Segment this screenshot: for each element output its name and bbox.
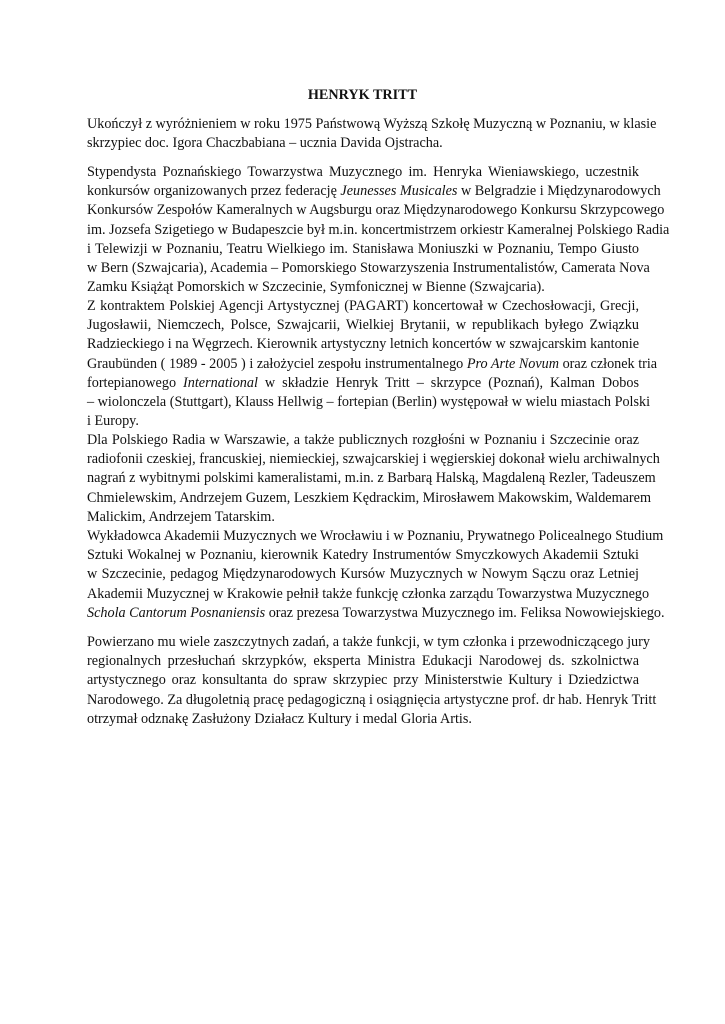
text-line: Radzieckiego i na Węgrzech. Kierownik artystyczny letnich koncertów w szwajcarskim kantonie [87,336,639,353]
text-line: Chmielewskim, Andrzejem Guzem, Leszkiem Kędrackim, Mirosławem Makowskim, Waldemarem [87,489,651,506]
document-title: HENRYK TRITT [307,87,418,103]
text-line: Ukończył z wyróżnieniem w roku 1975 Państwową Wyższą Szkołę Muzyczną w Poznaniu, w klasie [87,116,657,132]
text-line: Malickim, Andrzejem Tatarskim. [87,508,275,525]
text-line: w Szczecinie, pedagog Międzynarodowych Kursów Muzycznych w Nowym Sączu oraz Letniej [87,566,639,583]
paragraph-education [87,115,657,153]
italic-title: Schola Cantorum Posnaniensis [87,604,266,621]
text-line: w Bern (Szwajcaria), Academia – Pomorskiego Stowarzyszenia Instrumentalistów, Camerata Nova [87,260,650,277]
text-line: Powierzano mu wiele zaszczytnych zadań, a także funkcji, w tym członka i przewodniczącego jury [87,634,650,650]
text-line: i Telewizji w Poznaniu, Teatru Wielkiego im. Stanisława Moniuszki w Poznaniu, Tempo Giusto [87,240,639,257]
text-line: regionalnych przesłuchań skrzypków, eksperta Ministra Edukacji Narodowej ds. szkolnictwa [87,653,639,670]
paragraph-recordings [87,431,660,527]
text-line: i Europy. [87,413,139,430]
text-line: Graubünden ( 1989 - 2005 ) i założyciel zespołu instrumentalnego Pro Arte Novum oraz członek tria [87,355,658,372]
text-line: Zamku Książąt Pomorskich w Szczecinie, Symfonicznej w Bienne (Szwajcaria). [87,279,545,296]
text-line: Akademii Muzycznej w Krakowie pełnił także funkcję członka zarządu Towarzystwa Muzycznego [87,585,650,602]
text-line: Wykładowca Akademii Muzycznych we Wrocławiu i w Poznaniu, Prywatnego Policealnego Studium [87,528,664,544]
text-line: fortepianowego International w składzie Henryk Tritt – skrzypce (Poznań), Kalman Dobos [87,374,639,391]
paragraph-scholarship [87,163,670,297]
paragraph-teaching [87,527,665,623]
text-line: im. Jozsefa Szigetiego w Budapeszcie był m.in. koncertmistrzem orkiestr Kameralnej Polskiego Radia [87,221,670,238]
italic-title: International [183,374,258,391]
text-line: Sztuki Wokalnej w Poznaniu, kierownik Katedry Instrumentów Smyczkowych Akademii Sztuki [87,547,639,564]
text-line: otrzymał odznakę Zasłużony Działacz Kultury i medal Gloria Artis. [87,710,472,727]
text-line: Z kontraktem Polskiej Agencji Artystycznej (PAGART) koncertował w Czechosłowacji, Grecji, [87,298,639,314]
text-line: – wiolonczela (Stuttgart), Klauss Hellwig – fortepian (Berlin) występował w wielu miastach Polski [87,394,651,411]
text-line: konkursów organizowanych przez federację Jeunesses Musicales w Belgradzie i Międzynarodowych [87,183,661,200]
text-line: radiofonii czeskiej, francuskiej, niemieckiej, szwajcarskiej i węgierskiej dokonał wielu archiwalnych [87,451,660,468]
text-line: Konkursów Zespołów Kameralnych w Augsburgu oraz Międzynarodowego Konkursu Skrzypcowego [87,202,665,219]
text-line: Schola Cantorum Posnaniensis oraz prezesa Towarzystwa Muzycznego im. Feliksa Nowowiejskiego. [87,604,665,621]
text-line: Dla Polskiego Radia w Warszawie, a także publicznych rozgłośni w Poznaniu i Szczecinie oraz [87,432,639,448]
text-line: nagrań z wybitnymi polskimi kameralistami, m.in. z Barbarą Halską, Magdaleną Rezler, Tadeuszem [87,470,656,487]
paragraph-concerts [87,297,658,431]
text-line: Stypendysta Poznańskiego Towarzystwa Muzycznego im. Henryka Wieniawskiego, uczestnik [87,164,639,180]
italic-title: Pro Arte Novum [466,355,560,372]
text-line: Jugosławii, Niemczech, Polsce, Szwajcarii, Wielkiej Brytanii, w republikach byłego Związku [87,317,639,334]
paragraph-honours [87,633,657,729]
text-line: artystycznego oraz konsultanta do spraw skrzypiec przy Ministerstwie Kultury i Dziedzictwa [87,672,639,689]
text-line: skrzypiec doc. Igora Chaczbabiana – ucznia Davida Ojstracha. [87,135,443,152]
italic-title: Jeunesses Musicales [340,183,458,200]
text-line: Narodowego. Za długoletnią pracę pedagogiczną i osiągnięcia artystyczne prof. dr hab. Henryk Tritt [87,691,657,708]
